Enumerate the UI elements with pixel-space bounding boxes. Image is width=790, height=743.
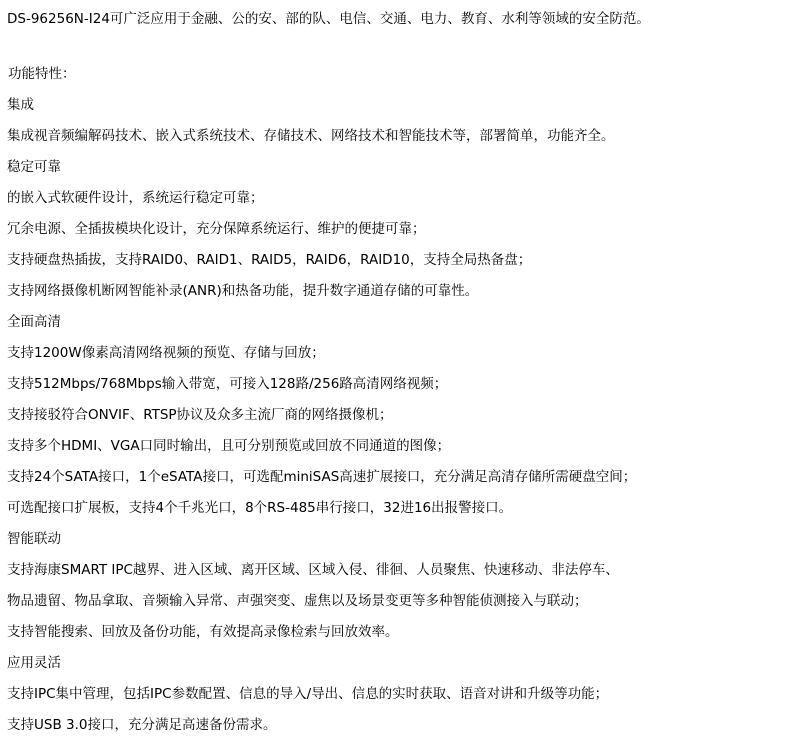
- reliability-line-3: 支持硬盘热插拔，支持RAID0、RAID1、RAID5，RAID6，RAID10，支持全局热备盘；: [7, 252, 532, 268]
- section-heading-reliability: 稳定可靠: [7, 159, 61, 175]
- reliability-line-2: 冗余电源、全插拔模块化设计，充分保障系统运行、维护的便捷可靠；: [7, 221, 426, 237]
- features-title: 功能特性：: [8, 66, 76, 82]
- hd-line-1: 支持1200W像素高清网络视频的预览、存储与回放；: [7, 345, 325, 361]
- flexible-line-2: 支持USB 3.0接口，充分满足高速备份需求。: [7, 717, 277, 733]
- smart-line-3: 支持智能搜索、回放及备份功能，有效提高录像检索与回放效率。: [7, 624, 399, 640]
- flexible-line-1: 支持IPC集中管理，包括IPC参数配置、信息的导入/导出、信息的实时获取、语音对讲和升级等功能；: [7, 686, 609, 702]
- spacer: [7, 35, 790, 59]
- intro-text: DS-96256N-I24可广泛应用于金融、公的安、部的队、电信、交通、电力、教育、水利等领域的安全防范。: [7, 11, 650, 27]
- hd-line-4: 支持多个HDMI、VGA口同时输出，且可分别预览或回放不同通道的图像；: [7, 438, 451, 454]
- hd-line-3: 支持接驳符合ONVIF、RTSP协议及众多主流厂商的网络摄像机；: [7, 407, 393, 423]
- smart-line-1: 支持海康SMART IPC越界、进入区域、离开区域、区域入侵、徘徊、人员聚焦、快速移动、非法停车、: [7, 562, 619, 578]
- hd-line-6: 可选配接口扩展板，支持4个千兆光口，8个RS-485串行接口，32进16出报警接口。: [7, 500, 513, 516]
- section-heading-smart: 智能联动: [7, 531, 61, 547]
- hd-line-2: 支持512Mbps/768Mbps输入带宽，可接入128路/256路高清网络视频；: [7, 376, 448, 392]
- section-heading-hd: 全面高清: [7, 314, 61, 330]
- integration-line-1: 集成视音频编解码技术、嵌入式系统技术、存储技术、网络技术和智能技术等，部署简单，功能齐全。: [7, 128, 615, 144]
- section-heading-flexible: 应用灵活: [7, 655, 61, 671]
- reliability-line-4: 支持网络摄像机断网智能补录(ANR)和热备功能，提升数字通道存储的可靠性。: [7, 283, 479, 299]
- smart-line-2: 物品遗留、物品拿取、音频输入异常、声强突变、虚焦以及场景变更等多种智能侦测接入与联动；: [7, 593, 588, 609]
- reliability-line-1: 的嵌入式软硬件设计，系统运行稳定可靠；: [7, 190, 264, 206]
- section-heading-integration: 集成: [7, 97, 34, 113]
- hd-line-5: 支持24个SATA接口，1个eSATA接口，可选配miniSAS高速扩展接口，充分满足高清存储所需硬盘空间；: [7, 469, 637, 485]
